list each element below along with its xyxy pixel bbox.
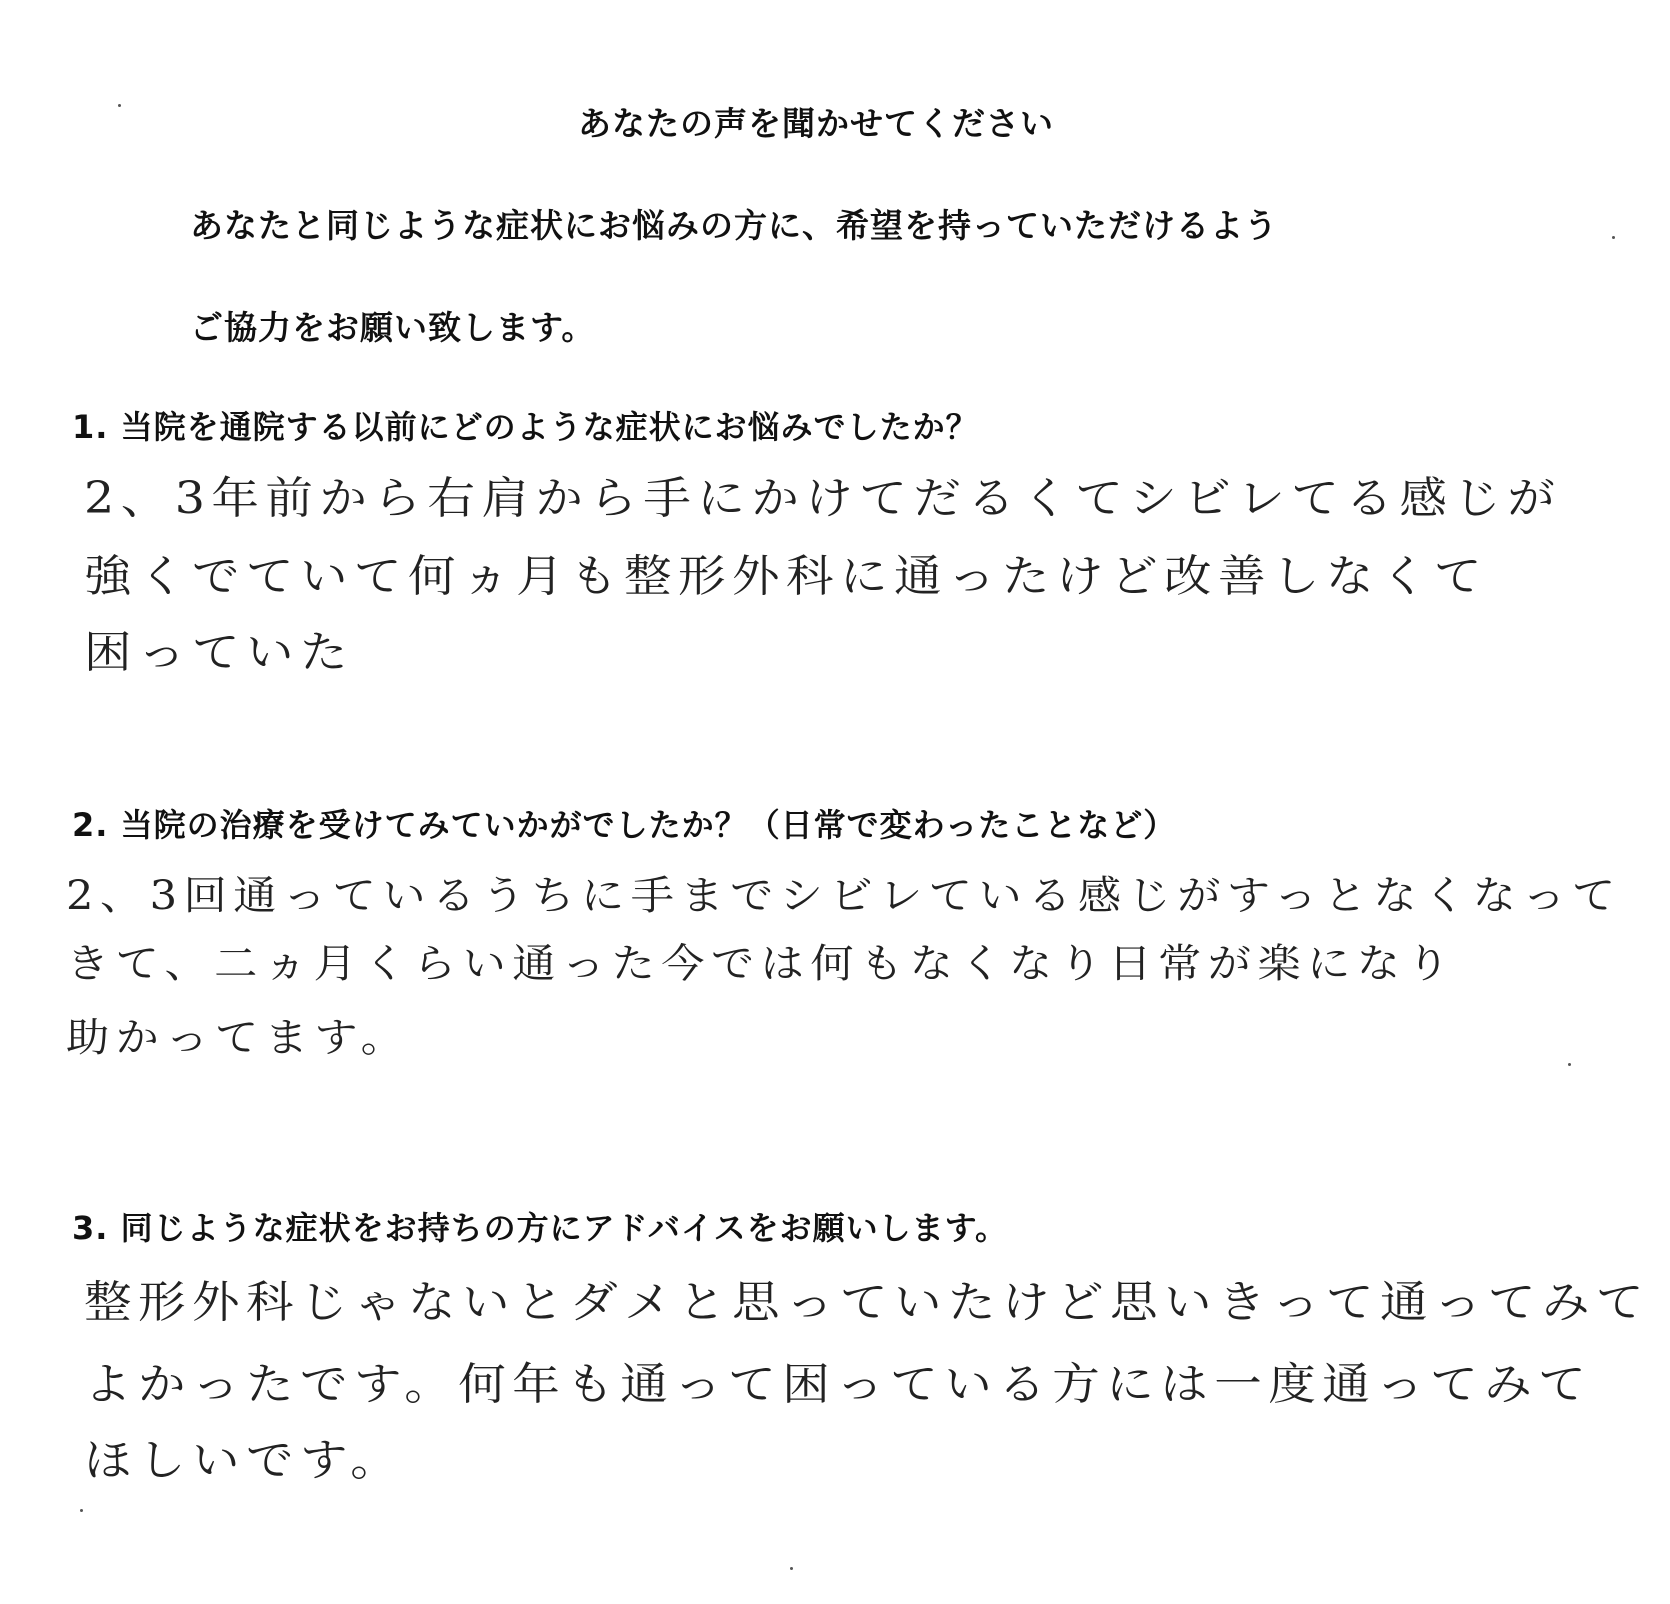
intro-line-2: ご協力をお願い致します。 [190, 308, 596, 347]
question-3-label: 3. 同じような症状をお持ちの方にアドバイスをお願いします。 [72, 1209, 1009, 1247]
scan-speck [1612, 236, 1615, 239]
intro-line-1: あなたと同じような症状にお悩みの方に、希望を持っていただけるよう [190, 206, 1278, 245]
answer-3-line-2: よかったです。何年も通って困っている方には一度通ってみて [84, 1359, 1593, 1410]
scan-speck [118, 104, 121, 107]
scan-speck [80, 1509, 83, 1512]
question-1-label: 1. 当院を通院する以前にどのような症状にお悩みでしたか？ [72, 408, 979, 446]
scan-speck [1568, 1063, 1571, 1066]
answer-2-line-1: 2、3回通っているうちに手までシビレている感じがすっとなくなって [66, 873, 1622, 919]
answer-1-line-1: 2、3年前から右肩から手にかけてだるくてシビレてる感じが [84, 473, 1562, 524]
scan-speck [790, 1567, 793, 1570]
answer-2-line-2: きて、二ヵ月くらい通った今では何もなくなり日常が楽になり [66, 941, 1457, 987]
form-title: あなたの声を聞かせてください [578, 104, 1054, 143]
answer-1-line-2: 強くでていて何ヵ月も整形外科に通ったけど改善しなくて [84, 551, 1488, 602]
answer-3-line-3: ほしいです。 [84, 1435, 405, 1486]
answer-3-line-1: 整形外科じゃないとダメと思っていたけど思いきって通ってみて [84, 1277, 1651, 1328]
answer-2-line-3: 助かってます。 [66, 1015, 411, 1061]
question-2-label: 2. 当院の治療を受けてみていかがでしたか？（日常で変わったことなど） [72, 806, 1177, 844]
answer-1-line-3: 困っていた [84, 627, 354, 678]
